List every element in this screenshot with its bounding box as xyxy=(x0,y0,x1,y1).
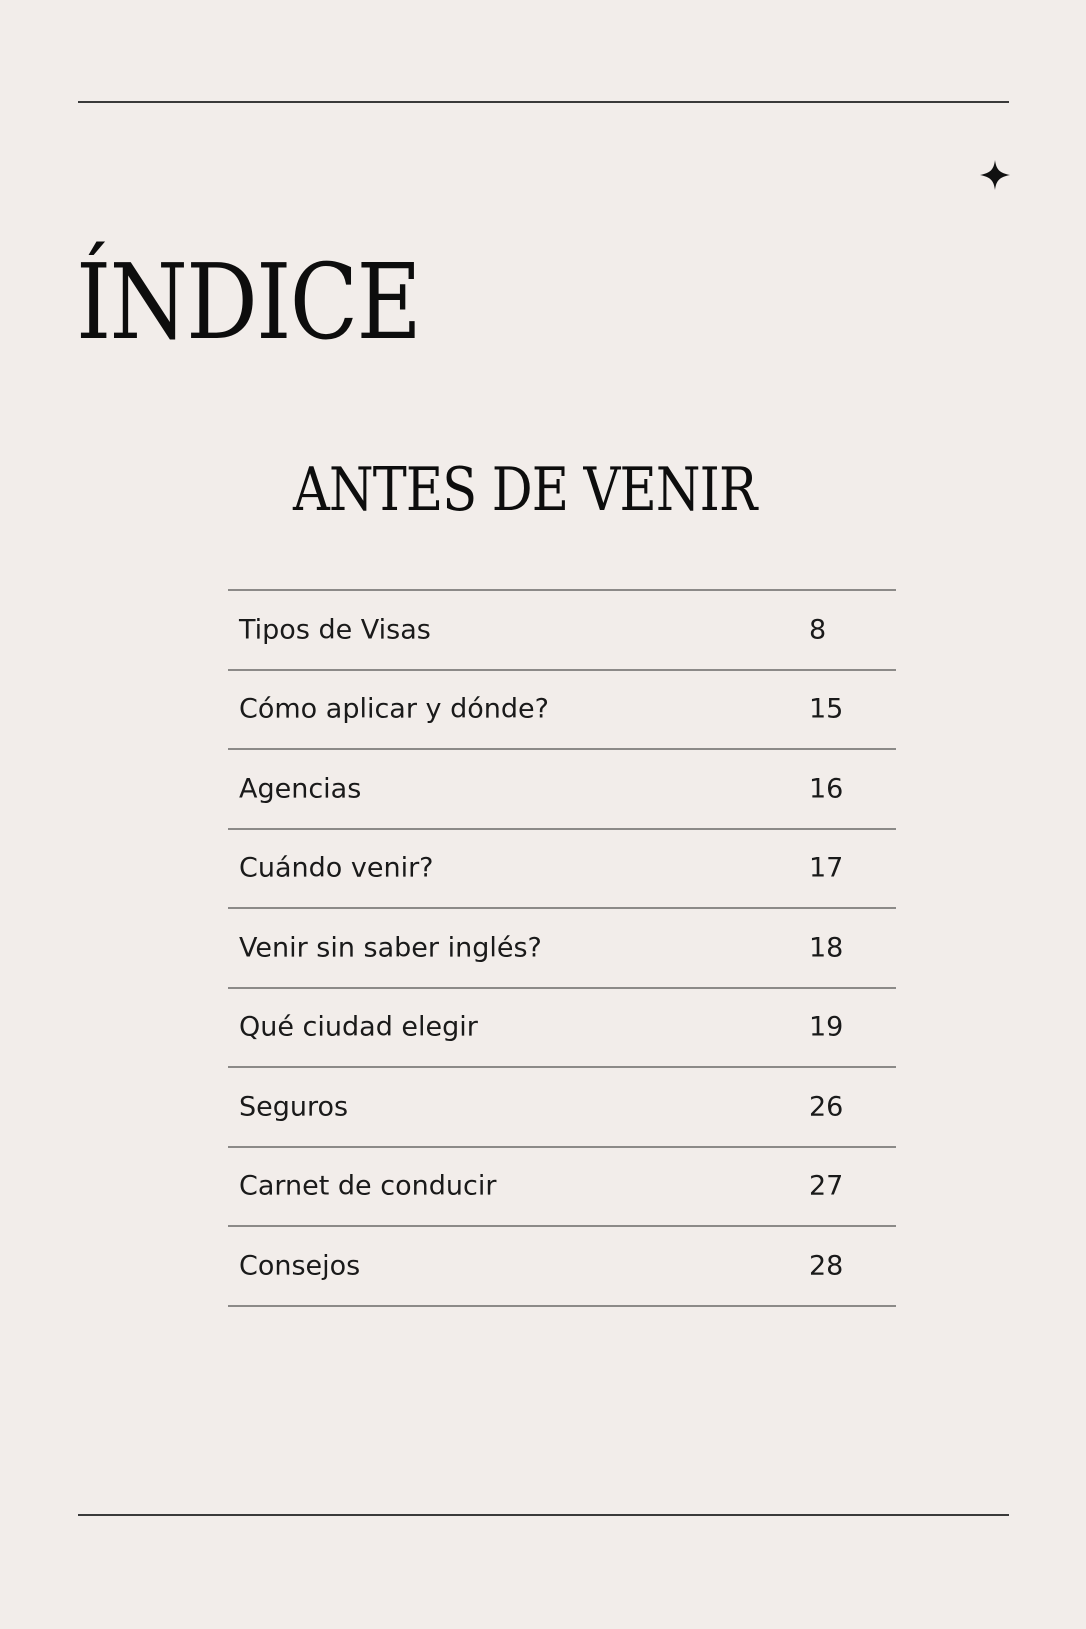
toc-row[interactable] xyxy=(228,591,896,671)
toc-item-label: Agencias xyxy=(239,773,362,805)
toc-item-page: 15 xyxy=(809,693,844,725)
toc-item-page: 8 xyxy=(809,614,827,646)
toc-row[interactable] xyxy=(228,830,896,910)
toc-item-label: Qué ciudad elegir xyxy=(239,1011,478,1043)
section-title: ANTES DE VENIR xyxy=(293,455,757,525)
toc-item-page: 27 xyxy=(809,1170,844,1202)
four-point-star-icon xyxy=(980,160,1010,190)
toc-item-label: Seguros xyxy=(239,1091,349,1123)
toc-item-page: 16 xyxy=(809,773,844,805)
toc-item-page: 17 xyxy=(809,852,844,884)
toc-row[interactable] xyxy=(228,1068,896,1148)
page-title: ÍNDICE xyxy=(76,241,421,363)
toc-item-page: 26 xyxy=(809,1091,844,1123)
top-divider xyxy=(78,101,1009,103)
table-of-contents xyxy=(228,589,896,1307)
toc-item-page: 19 xyxy=(809,1011,844,1043)
toc-item-page: 28 xyxy=(809,1250,844,1282)
toc-row[interactable] xyxy=(228,671,896,751)
toc-row[interactable] xyxy=(228,1148,896,1228)
toc-item-label: Cuándo venir? xyxy=(239,852,434,884)
bottom-divider xyxy=(78,1514,1009,1516)
toc-item-label: Venir sin saber inglés? xyxy=(239,932,542,964)
toc-row[interactable] xyxy=(228,909,896,989)
toc-row[interactable] xyxy=(228,750,896,830)
toc-row[interactable] xyxy=(228,989,896,1069)
toc-item-label: Cómo aplicar y dónde? xyxy=(239,693,549,725)
toc-item-page: 18 xyxy=(809,932,844,964)
toc-row[interactable] xyxy=(228,1227,896,1307)
toc-item-label: Tipos de Visas xyxy=(239,614,431,646)
toc-item-label: Carnet de conducir xyxy=(239,1170,497,1202)
toc-item-label: Consejos xyxy=(239,1250,361,1282)
